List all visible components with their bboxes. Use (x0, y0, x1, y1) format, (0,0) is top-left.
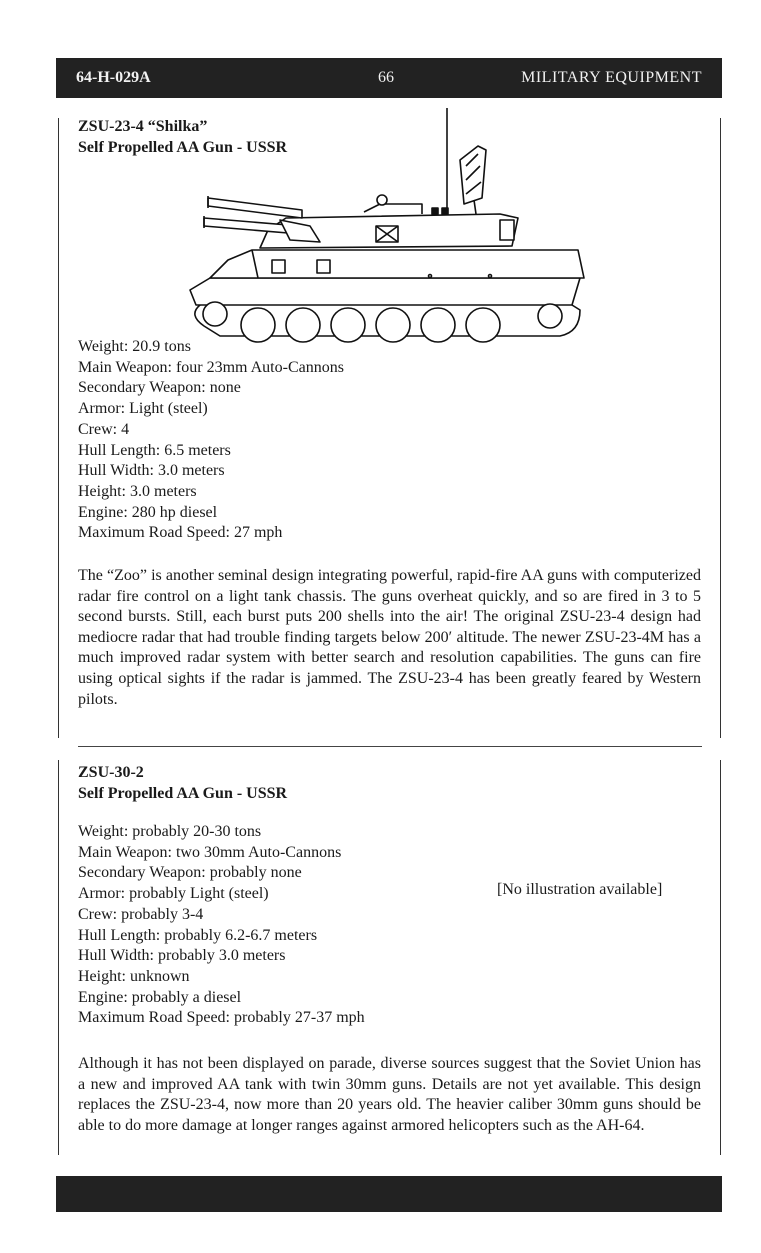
spec-armor: Armor: probably Light (steel) (78, 885, 269, 903)
entry-description: The “Zoo” is another seminal design integrating powerful, rapid-fire AA guns with computerized radar fire control on a light tank chassis. The guns overheat quickly, and so are fired in 3 to 5 second bursts. Still, each burst puts 200 shells into the air! The original ZSU-23-4 design had mediocre radar that had trouble finding targets below 200′ altitude. The newer ZSU-23-4M has a much improved radar system with better search and resolution capabilities. The guns can fire using optical sights if the radar is jammed. The ZSU-23-4 has been greatly feared by Western pilots. (78, 567, 701, 708)
left-margin-rule-lower (58, 760, 59, 1155)
entry-name: ZSU-30-2 (78, 764, 144, 781)
spec-hull-width: Hull Width: probably 3.0 meters (78, 947, 286, 965)
spec-engine: Engine: 280 hp diesel (78, 503, 218, 521)
page-header-bar (56, 58, 722, 98)
spec-engine: Engine: probably a diesel (78, 988, 242, 1006)
spec-list (78, 337, 344, 544)
entry-name: ZSU-23-4 “Shilka” (78, 118, 208, 135)
spec-main-weapon: Main Weapon: two 30mm Auto-Cannons (78, 843, 342, 861)
entry-type: Self Propelled AA Gun - USSR (78, 785, 288, 802)
spec-hull-length: Hull Length: 6.5 meters (78, 441, 231, 459)
spec-hull-width: Hull Width: 3.0 meters (78, 462, 225, 480)
spec-weight: Weight: 20.9 tons (78, 338, 191, 355)
spec-hull-length: Hull Length: probably 6.2-6.7 meters (78, 926, 318, 944)
spec-crew: Crew: 4 (78, 420, 130, 438)
spec-height: Height: unknown (78, 967, 190, 985)
spec-weight: Weight: probably 20-30 tons (78, 823, 262, 840)
right-margin-rule-lower (720, 760, 721, 1155)
no-illustration-note: [No illustration available] (497, 881, 663, 898)
page-footer-bar (56, 1176, 722, 1212)
spec-crew: Crew: probably 3-4 (78, 905, 204, 923)
spec-list (78, 822, 365, 1029)
right-margin-rule (720, 118, 721, 738)
document-code: 64-H-029A (76, 69, 151, 86)
page-number: 66 (378, 69, 394, 86)
spec-max-speed: Maximum Road Speed: probably 27-37 mph (78, 1009, 365, 1027)
spec-height: Height: 3.0 meters (78, 482, 197, 500)
spec-secondary-weapon: Secondary Weapon: none (78, 379, 241, 397)
entry-description: Although it has not been displayed on parade, diverse sources suggest that the Soviet Union has a new and improved AA tank with twin 30mm guns. Details are not yet available. This design replaces the ZSU-23-4, now more than 20 years old. The heavier caliber 30mm guns should be able to do more damage at longer ranges against armored helicopters such as the AH-64. (78, 1055, 701, 1134)
zsu-23-4-illustration (160, 100, 600, 360)
left-margin-rule (58, 118, 59, 738)
entry-type: Self Propelled AA Gun - USSR (78, 139, 288, 156)
spec-secondary-weapon: Secondary Weapon: probably none (78, 864, 302, 882)
spec-armor: Armor: Light (steel) (78, 400, 208, 418)
entry-heading (78, 762, 287, 804)
spec-main-weapon: Main Weapon: four 23mm Auto-Cannons (78, 358, 344, 376)
spec-max-speed: Maximum Road Speed: 27 mph (78, 524, 283, 542)
section-divider (78, 746, 702, 747)
section-title: MILITARY EQUIPMENT (521, 69, 702, 86)
